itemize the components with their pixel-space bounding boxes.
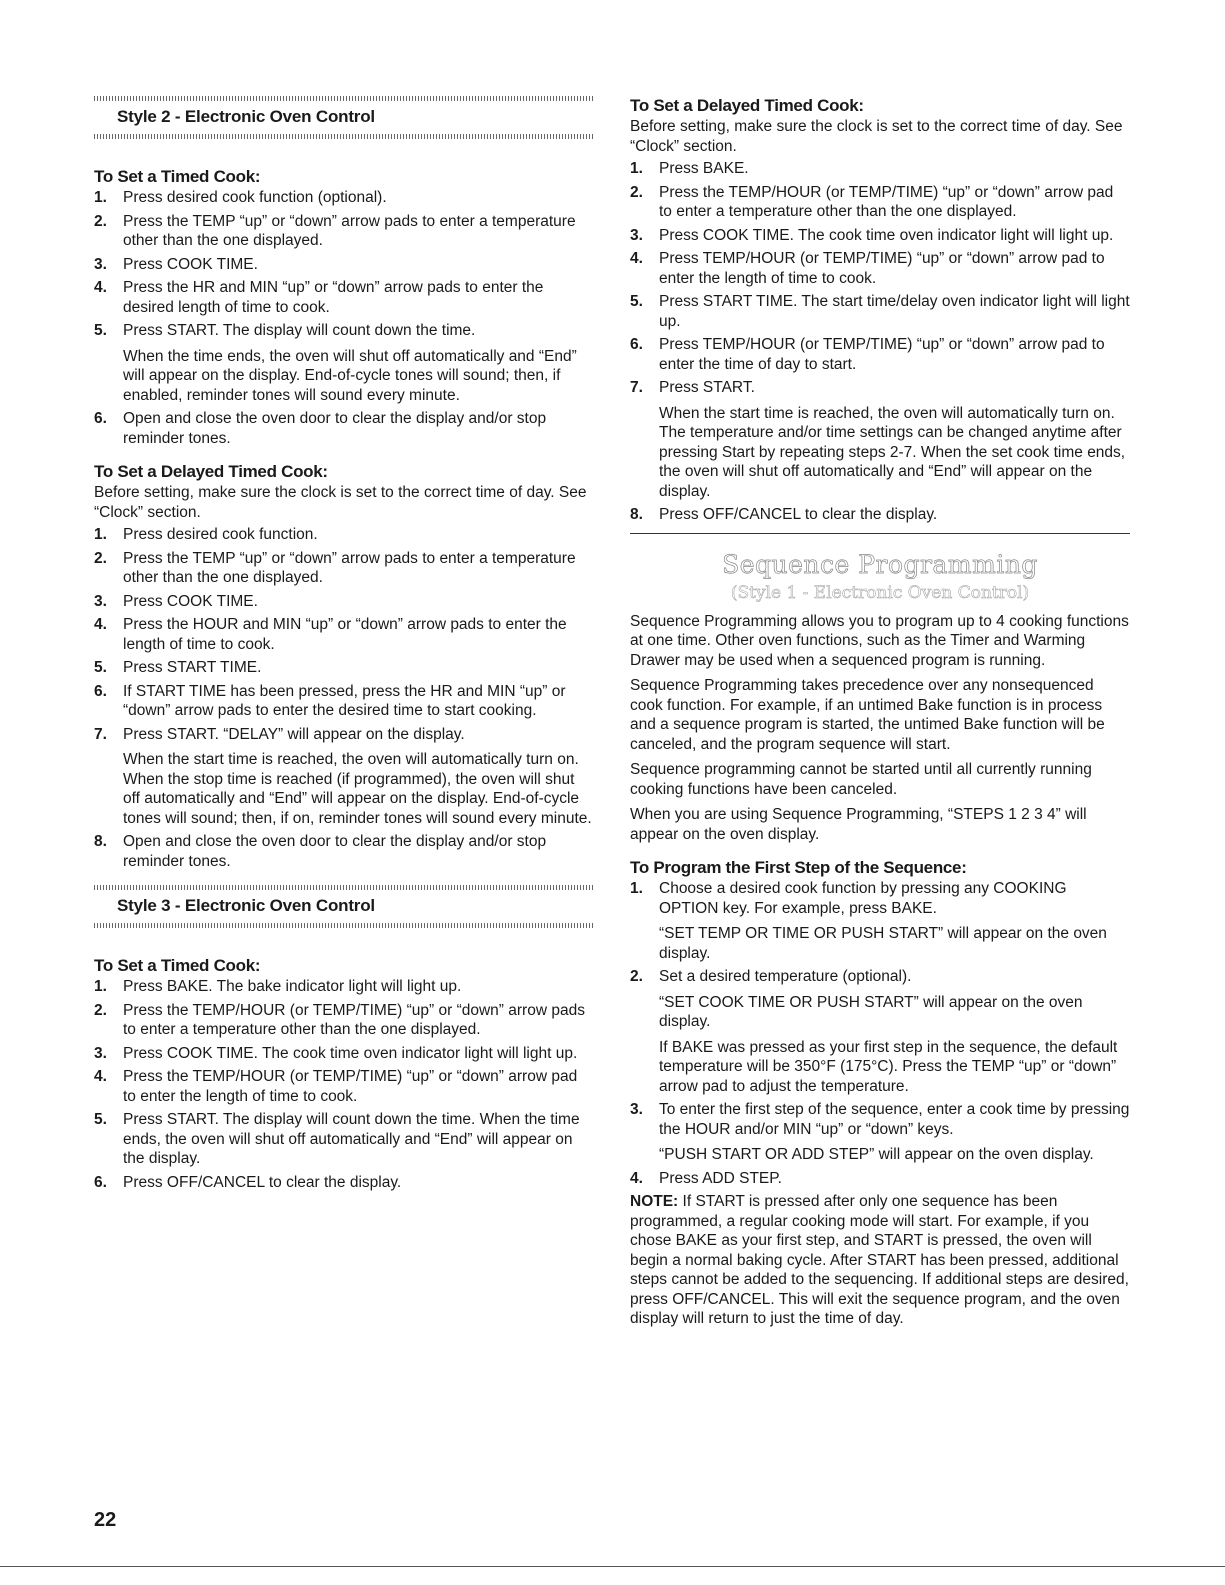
step-text: To enter the first step of the sequence, enter a cook time by pressing the HOUR and/or MIN “up” or “down” keys. bbox=[659, 1101, 1130, 1138]
style3-delayed-steps bbox=[630, 159, 1130, 525]
list-item bbox=[94, 525, 594, 545]
step-text: Press the TEMP “up” or “down” arrow pads to enter a temperature other than the one displayed. bbox=[123, 212, 576, 249]
style3-timed-steps bbox=[94, 977, 594, 1192]
step-text: Press START. bbox=[659, 379, 755, 396]
step-text: Press the HR and MIN “up” or “down” arrow pads to enter the desired length of time to cook. bbox=[123, 279, 544, 316]
step-number: 3. bbox=[94, 1044, 107, 1062]
step-text: Press ADD STEP. bbox=[659, 1169, 782, 1187]
hatch-rule bbox=[94, 923, 594, 928]
step-text: Open and close the oven door to clear the display and/or stop reminder tones. bbox=[123, 410, 547, 447]
step-number: 1. bbox=[94, 526, 107, 543]
step-number: 1. bbox=[94, 189, 107, 206]
list-item bbox=[94, 1044, 594, 1064]
step-note: “SET COOK TIME OR PUSH START” will appear on the oven display. bbox=[659, 993, 1083, 1030]
step-text: Press desired cook function (optional). bbox=[123, 189, 387, 206]
step-number: 3. bbox=[630, 1101, 643, 1118]
step-text: Press START. The display will count down the time. bbox=[123, 322, 476, 339]
style2-timed-heading: To Set a Timed Cook: bbox=[94, 167, 261, 186]
list-item bbox=[94, 977, 594, 997]
step-number: 4. bbox=[94, 1068, 107, 1085]
style3-delayed-heading: To Set a Delayed Timed Cook: bbox=[630, 96, 864, 115]
style2-delayed-intro: Before setting, make sure the clock is set to the correct time of day. See “Clock” section. bbox=[94, 484, 587, 521]
style3-delayed-intro: Before setting, make sure the clock is set to the correct time of day. See “Clock” section. bbox=[630, 118, 1123, 155]
sequence-paragraphs bbox=[630, 612, 1130, 845]
step-number: 1. bbox=[630, 880, 643, 897]
step-text: Press COOK TIME. The cook time oven indicator light will light up. bbox=[123, 1044, 578, 1062]
style3-title: Style 3 - Electronic Oven Control bbox=[117, 896, 375, 915]
step-text: If START TIME has been pressed, press the HR and MIN “up” or “down” arrow pads to enter the desired time to start cooking. bbox=[123, 682, 566, 719]
step-text: Press desired cook function. bbox=[123, 526, 318, 543]
note-text: If START is pressed after only one sequence has been programmed, a regular cooking mode will start. For example, if you chose BAKE as your first step, and START is pressed, the oven will begin a normal baking cycle. After START has been pressed, additional steps cannot be added to the sequencing. If additional steps are desired, press OFF/CANCEL. This will exit the sequence program, and the oven display will return to just the time of day. bbox=[630, 1193, 1129, 1327]
list-item bbox=[630, 226, 1130, 246]
step-number: 3. bbox=[94, 592, 107, 610]
list-item bbox=[94, 615, 594, 654]
list-item bbox=[94, 725, 594, 829]
list-item bbox=[94, 1067, 594, 1106]
list-item bbox=[94, 832, 594, 871]
step-text: Press the TEMP/HOUR (or TEMP/TIME) “up” or “down” arrow pads to enter a temperature other than the one displayed. bbox=[123, 1001, 585, 1038]
style2-title: Style 2 - Electronic Oven Control bbox=[117, 107, 375, 126]
style3-timed-heading: To Set a Timed Cook: bbox=[94, 956, 261, 975]
step-number: 2. bbox=[94, 549, 107, 567]
list-item bbox=[630, 505, 1130, 525]
step-text: Press START. “DELAY” will appear on the display. bbox=[123, 725, 465, 743]
list-item bbox=[630, 335, 1130, 374]
step-number: 4. bbox=[630, 1169, 643, 1187]
step-text: Press START TIME. The start time/delay oven indicator light will light up. bbox=[659, 293, 1130, 330]
step-number: 2. bbox=[630, 183, 643, 201]
step-text: Press OFF/CANCEL to clear the display. bbox=[123, 1173, 402, 1191]
step-number: 8. bbox=[94, 833, 107, 850]
step-number: 5. bbox=[94, 659, 107, 676]
step-text: Press OFF/CANCEL to clear the display. bbox=[659, 506, 938, 523]
body-paragraph: Sequence Programming allows you to program up to 4 cooking functions at one time. Other oven functions, such as the Timer and Warming Drawer may be used when a sequenced program is running. bbox=[630, 612, 1129, 669]
style2-delayed-heading: To Set a Delayed Timed Cook: bbox=[94, 462, 328, 481]
step-number: 1. bbox=[94, 978, 107, 995]
list-item bbox=[94, 682, 594, 721]
hatch-rule bbox=[94, 134, 594, 139]
body-paragraph: Sequence programming cannot be started until all currently running cooking functions have been canceled. bbox=[630, 761, 1092, 798]
list-item bbox=[630, 1169, 1130, 1189]
list-item bbox=[94, 658, 594, 678]
step-number: 2. bbox=[630, 968, 643, 985]
step-number: 2. bbox=[94, 1001, 107, 1019]
style2-header bbox=[94, 96, 594, 139]
list-item bbox=[94, 549, 594, 588]
step-number: 5. bbox=[94, 1111, 107, 1128]
right-column bbox=[630, 96, 1130, 1329]
step-text: Press COOK TIME. bbox=[123, 592, 258, 610]
step-number: 4. bbox=[94, 279, 107, 296]
list-item bbox=[630, 378, 1130, 501]
step-number: 6. bbox=[630, 336, 643, 353]
step-number: 5. bbox=[630, 293, 643, 310]
section-divider bbox=[630, 533, 1130, 534]
page-bottom-rule bbox=[0, 1566, 1225, 1567]
step-text: Press the TEMP “up” or “down” arrow pads to enter a temperature other than the one displayed. bbox=[123, 549, 576, 586]
step-number: 6. bbox=[94, 682, 107, 700]
list-item bbox=[94, 278, 594, 317]
step-text: Press the TEMP/HOUR (or TEMP/TIME) “up” or “down” arrow pad to enter a temperature other than the one displayed. bbox=[659, 183, 1114, 220]
step-text: Press START TIME. bbox=[123, 659, 262, 676]
note-paragraph bbox=[630, 1192, 1130, 1329]
step-text: Press BAKE. bbox=[659, 160, 749, 177]
list-item bbox=[94, 212, 594, 251]
step-number: 5. bbox=[94, 322, 107, 339]
style2-delayed-steps bbox=[94, 525, 594, 871]
step-number: 6. bbox=[94, 1173, 107, 1191]
step-number: 2. bbox=[94, 212, 107, 230]
step-text: Press START. The display will count down the time. When the time ends, the oven will shut off automatically and “End” will appear on the display. bbox=[123, 1111, 580, 1167]
step-number: 3. bbox=[630, 226, 643, 244]
step-note: When the time ends, the oven will shut off automatically and “End” will appear on the display. End-of-cycle tones will sound; then, if enabled, reminder tones will sound every minute. bbox=[123, 347, 577, 404]
list-item bbox=[630, 249, 1130, 288]
step-text: Press BAKE. The bake indicator light will light up. bbox=[123, 978, 462, 995]
list-item bbox=[94, 188, 594, 208]
step-note: If BAKE was pressed as your first step in the sequence, the default temperature will be 350°F (175°C). Press the TEMP “up” or “down” arrow pad to adjust the temperature. bbox=[659, 1038, 1118, 1095]
step-text: Choose a desired cook function by pressing any COOKING OPTION key. For example, press BAKE. bbox=[659, 880, 1067, 917]
first-step-heading: To Program the First Step of the Sequence: bbox=[630, 858, 967, 877]
step-note: When the start time is reached, the oven will automatically turn on. When the stop time is reached (if programmed), the oven will shut off automatically and “End” will appear on the display. End-of-cycle tones will sound; then, if on, reminder tones will sound every minute. bbox=[123, 751, 592, 827]
step-note: “PUSH START OR ADD STEP” will appear on the oven display. bbox=[659, 1146, 1094, 1163]
list-item bbox=[94, 1001, 594, 1040]
body-paragraph: When you are using Sequence Programming, “STEPS 1 2 3 4” will appear on the oven display. bbox=[630, 806, 1087, 843]
step-text: Open and close the oven door to clear the display and/or stop reminder tones. bbox=[123, 833, 547, 870]
list-item bbox=[94, 321, 594, 405]
step-number: 3. bbox=[94, 255, 107, 273]
list-item bbox=[630, 183, 1130, 222]
step-number: 6. bbox=[94, 410, 107, 427]
list-item bbox=[94, 1110, 594, 1169]
list-item bbox=[630, 292, 1130, 331]
step-number: 1. bbox=[630, 160, 643, 177]
step-number: 8. bbox=[630, 506, 643, 523]
first-step-steps bbox=[630, 879, 1130, 1188]
style2-timed-steps bbox=[94, 188, 594, 448]
body-paragraph: Sequence Programming takes precedence over any nonsequenced cook function. For example, if an untimed Bake function is in process and a sequence program is started, the untimed Bake function will be canceled, and the program sequence will start. bbox=[630, 677, 1105, 753]
step-text: Set a desired temperature (optional). bbox=[659, 968, 912, 985]
list-item bbox=[94, 255, 594, 275]
step-text: Press COOK TIME. bbox=[123, 255, 258, 273]
step-number: 7. bbox=[630, 379, 643, 396]
step-number: 7. bbox=[94, 725, 107, 743]
sequence-subtitle: (Style 1 - Electronic Oven Control) bbox=[730, 582, 1030, 603]
step-text: Press the HOUR and MIN “up” or “down” arrow pads to enter the length of time to cook. bbox=[123, 616, 567, 653]
list-item bbox=[94, 409, 594, 448]
step-note: “SET TEMP OR TIME OR PUSH START” will appear on the oven display. bbox=[659, 925, 1107, 962]
list-item bbox=[630, 159, 1130, 179]
list-item bbox=[630, 1100, 1130, 1165]
list-item bbox=[94, 1173, 594, 1193]
step-text: Press TEMP/HOUR (or TEMP/TIME) “up” or “down” arrow pad to enter the time of day to start. bbox=[659, 336, 1105, 373]
list-item bbox=[630, 879, 1130, 963]
step-text: Press TEMP/HOUR (or TEMP/TIME) “up” or “down” arrow pad to enter the length of time to cook. bbox=[659, 250, 1105, 287]
left-column bbox=[94, 96, 594, 1206]
step-text: Press the TEMP/HOUR (or TEMP/TIME) “up” or “down” arrow pad to enter the length of time to cook. bbox=[123, 1068, 578, 1105]
step-number: 4. bbox=[630, 250, 643, 267]
style3-header bbox=[94, 885, 594, 928]
step-note: When the start time is reached, the oven will automatically turn on. The temperature and/or time settings can be changed anytime after pressing Start by repeating steps 2-7. When the set cook time ends, the oven will shut off automatically and “End” will appear on the display. bbox=[659, 404, 1126, 500]
list-item bbox=[94, 592, 594, 612]
list-item bbox=[630, 967, 1130, 1096]
sequence-title: Sequence Programming bbox=[722, 549, 1038, 579]
step-text: Press COOK TIME. The cook time oven indicator light will light up. bbox=[659, 226, 1114, 244]
step-number: 4. bbox=[94, 616, 107, 633]
page-number: 22 bbox=[94, 1509, 117, 1531]
note-label: NOTE: bbox=[630, 1193, 679, 1210]
